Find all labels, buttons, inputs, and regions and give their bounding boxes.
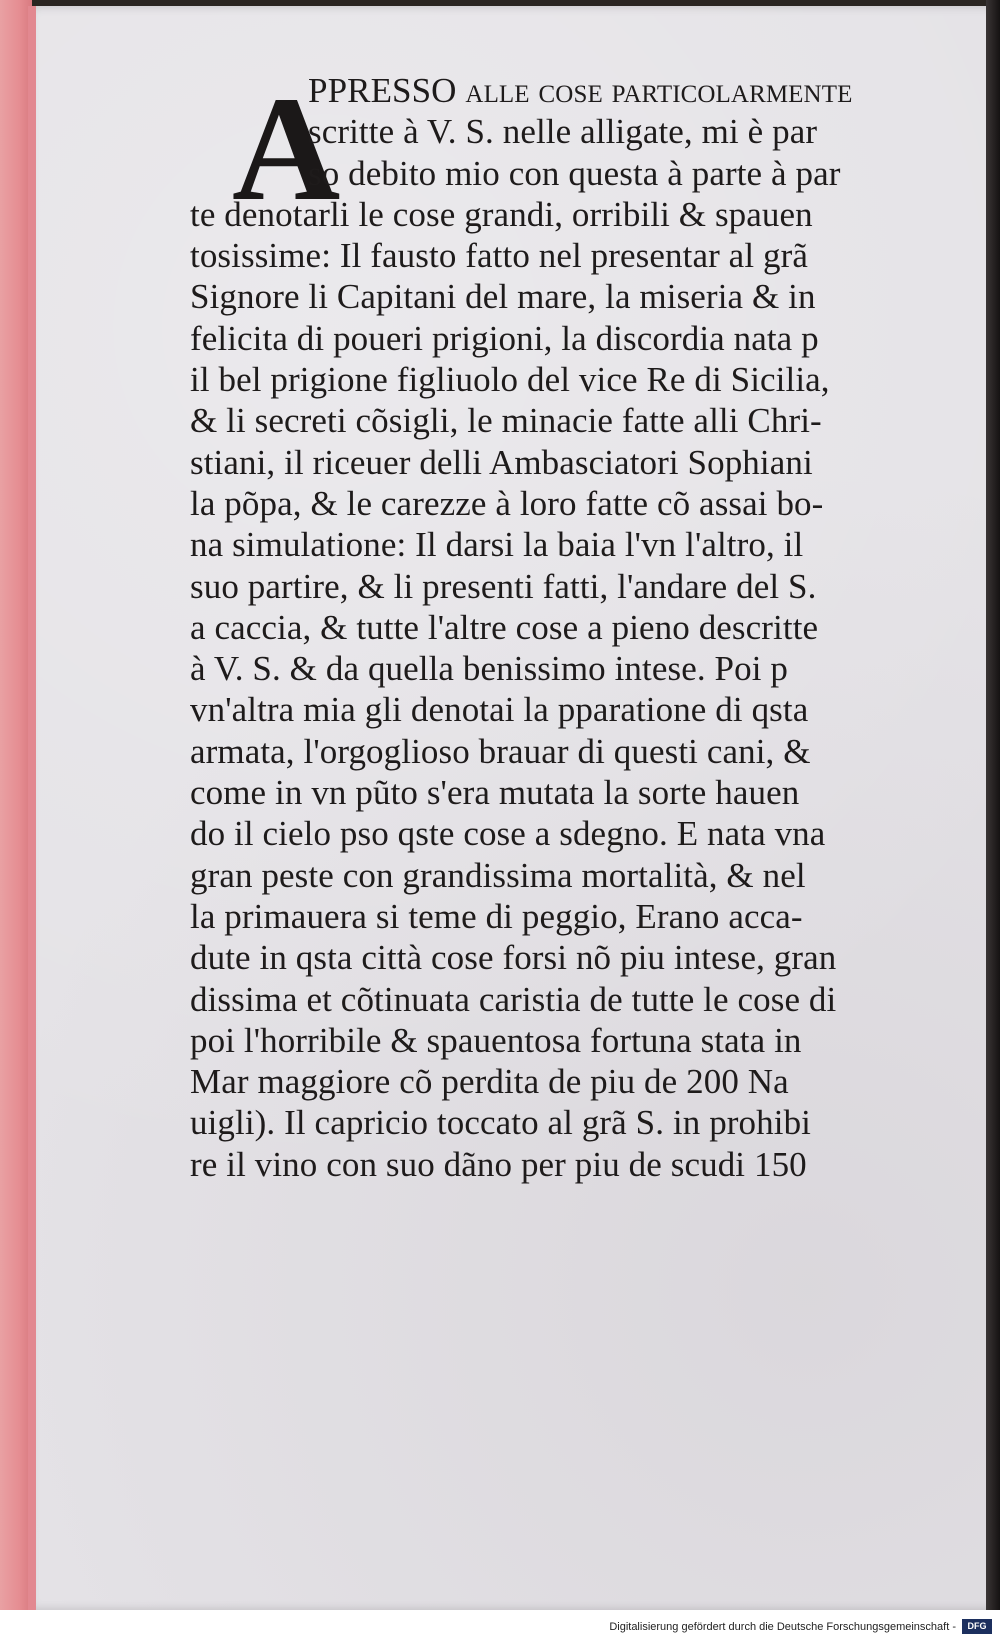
text-line: come in vn pũto s'era mutata la sorte hauen — [190, 773, 800, 813]
text-line: te denotarli le cose grandi, orribili & spauen — [190, 194, 813, 234]
text-line: à V. S. & da quella benissimo intese. Poi p — [190, 649, 788, 689]
text-line: la primauera si teme di peggio, Erano acca- — [190, 896, 803, 936]
text-line: il bel prigione figliuolo del vice Re di Sicilia, — [190, 360, 830, 400]
text-line: & li secreti cõsigli, le minacie fatte alli Chri- — [190, 401, 822, 441]
text-line: armata, l'orgoglioso brauar di questi cani, & — [190, 731, 811, 771]
page-right-shadow — [986, 0, 1000, 1610]
text-line: na simulatione: Il darsi la baia l'vn l'altro, il — [190, 525, 804, 565]
text-line: so debito mio con questa à parte à par — [308, 153, 841, 193]
text-line: dissima et cõtinuata caristia de tutte le cose di — [190, 979, 837, 1019]
text-line: tosissime: Il fausto fatto nel presentar al grã — [190, 236, 808, 276]
text-line: do il cielo pso qste cose a sdegno. E nata vna — [190, 814, 826, 854]
text-line: scritte à V. S. nelle alligate, mi è par — [308, 112, 818, 152]
text-line: stiani, il riceuer delli Ambasciatori Sophiani — [190, 442, 813, 482]
footer-credit: Digitalisierung gefördert durch die Deutsche Forschungsgemeinschaft - — [609, 1621, 956, 1633]
text-line: poi l'horribile & spauentosa fortuna stata in — [190, 1020, 802, 1060]
text-line: a caccia, & tutte l'altre cose a pieno descritte — [190, 607, 819, 647]
text-line: Mar maggiore cõ perdita de piu de 200 Na — [190, 1062, 789, 1102]
text-line: dute in qsta città cose forsi nõ piu intese, gran — [190, 938, 837, 978]
footer-bar — [0, 1610, 1000, 1644]
dfg-logo-icon: DFG — [962, 1619, 992, 1634]
text-line: uigli). Il capricio toccato al grã S. in prohibi — [190, 1103, 812, 1143]
text-line: PPRESSO alle cose particolarmente — [308, 71, 853, 110]
text-line: felicita di poueri prigioni, la discordia nata p — [190, 318, 819, 358]
text-line: suo partire, & li presenti fatti, l'andare del S. — [190, 566, 817, 606]
text-line: gran peste con grandissima mortalità, & nel — [190, 855, 806, 895]
text-line: re il vino con suo dãno per piu de scudi 150 — [190, 1144, 807, 1184]
text-line: la põpa, & le carezze à loro fatte cõ assai bo- — [190, 483, 824, 523]
text-line: vn'altra mia gli denotai la pparatione di qsta — [190, 690, 809, 730]
page-text — [190, 66, 925, 1185]
text-line: Signore li Capitani del mare, la miseria & in — [190, 277, 816, 317]
drop-cap: A — [232, 66, 341, 232]
